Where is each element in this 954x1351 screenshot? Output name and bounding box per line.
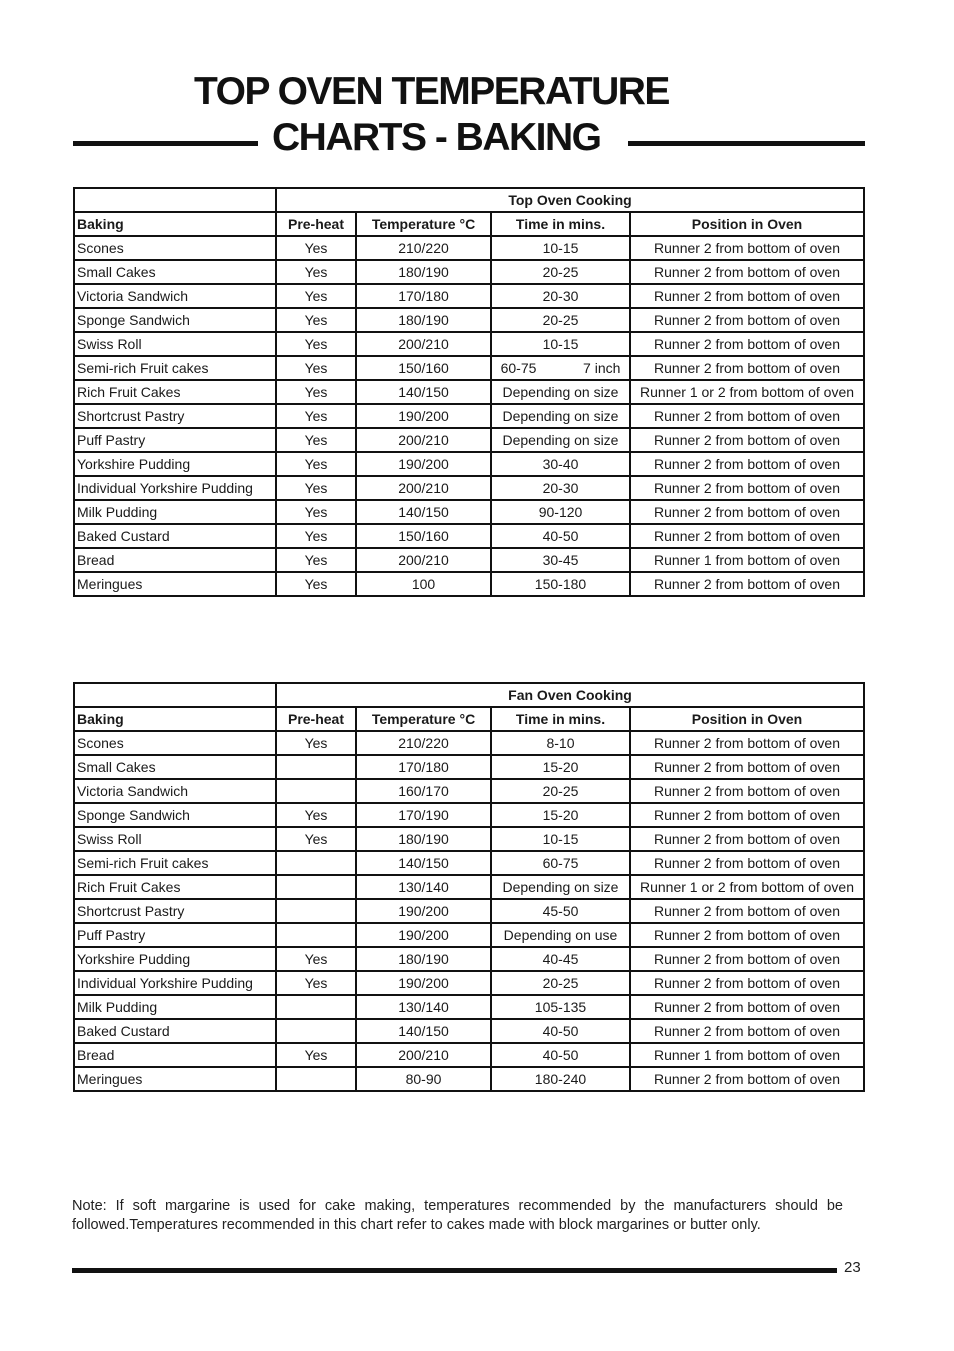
temperature-cell: 130/140: [356, 875, 491, 899]
temperature-cell: 130/140: [356, 995, 491, 1019]
item-name: Sponge Sandwich: [74, 308, 276, 332]
temperature-cell: 80-90: [356, 1067, 491, 1091]
time-cell: Depending on size: [491, 404, 630, 428]
preheat-cell: Yes: [276, 284, 356, 308]
time-cell: 10-15: [491, 236, 630, 260]
preheat-cell: Yes: [276, 524, 356, 548]
footer-rule: [72, 1268, 837, 1273]
position-cell: Runner 2 from bottom of oven: [630, 404, 864, 428]
time-cell: 40-50: [491, 524, 630, 548]
preheat-cell: [276, 779, 356, 803]
temperature-cell: 150/160: [356, 524, 491, 548]
preheat-cell: Yes: [276, 572, 356, 596]
position-cell: Runner 2 from bottom of oven: [630, 284, 864, 308]
empty-header-cell: [74, 188, 276, 212]
temperature-cell: 140/150: [356, 851, 491, 875]
time-cell: 45-50: [491, 899, 630, 923]
position-cell: Runner 2 from bottom of oven: [630, 1019, 864, 1043]
position-cell: Runner 2 from bottom of oven: [630, 500, 864, 524]
table-row: [74, 731, 864, 755]
col-header-temperature: Temperature °C: [356, 212, 491, 236]
item-name: Milk Pudding: [74, 500, 276, 524]
temperature-cell: 180/190: [356, 827, 491, 851]
temperature-cell: 200/210: [356, 476, 491, 500]
position-cell: Runner 1 or 2 from bottom of oven: [630, 380, 864, 404]
time-cell: 60-75 7 inch: [491, 356, 630, 380]
fan-oven-heading: Fan Oven Cooking: [276, 683, 864, 707]
preheat-cell: Yes: [276, 731, 356, 755]
table-row: [74, 779, 864, 803]
table-row: [74, 332, 864, 356]
time-cell: 15-20: [491, 755, 630, 779]
col-header-position: Position in Oven: [630, 707, 864, 731]
table-row: [74, 356, 864, 380]
title-rule-left: [73, 141, 258, 146]
table-row: [74, 803, 864, 827]
temperature-cell: 200/210: [356, 332, 491, 356]
preheat-cell: Yes: [276, 236, 356, 260]
position-cell: Runner 1 from bottom of oven: [630, 1043, 864, 1067]
item-name: Yorkshire Pudding: [74, 947, 276, 971]
position-cell: Runner 2 from bottom of oven: [630, 755, 864, 779]
preheat-cell: [276, 755, 356, 779]
table-row: [74, 851, 864, 875]
time-cell: 15-20: [491, 803, 630, 827]
item-name: Bread: [74, 548, 276, 572]
preheat-cell: Yes: [276, 1043, 356, 1067]
table-row: [74, 308, 864, 332]
table-row: [74, 1067, 864, 1091]
preheat-cell: Yes: [276, 428, 356, 452]
position-cell: Runner 2 from bottom of oven: [630, 524, 864, 548]
table-row: [74, 260, 864, 284]
item-name: Bread: [74, 1043, 276, 1067]
col-header-temperature: Temperature °C: [356, 707, 491, 731]
col-header-baking: Baking: [74, 212, 276, 236]
item-name: Victoria Sandwich: [74, 779, 276, 803]
position-cell: Runner 2 from bottom of oven: [630, 452, 864, 476]
temperature-cell: 200/210: [356, 428, 491, 452]
col-header-time: Time in mins.: [491, 212, 630, 236]
table-row: [74, 1019, 864, 1043]
preheat-cell: Yes: [276, 356, 356, 380]
table-row: [74, 236, 864, 260]
empty-header-cell: [74, 683, 276, 707]
page-title-line-1: TOP OVEN TEMPERATURE: [194, 70, 669, 113]
time-cell: 20-30: [491, 284, 630, 308]
time-cell: 105-135: [491, 995, 630, 1019]
item-name: Victoria Sandwich: [74, 284, 276, 308]
table-row: [74, 971, 864, 995]
preheat-cell: Yes: [276, 380, 356, 404]
table-row: [74, 476, 864, 500]
time-cell: 20-25: [491, 779, 630, 803]
temperature-cell: 190/200: [356, 899, 491, 923]
position-cell: Runner 2 from bottom of oven: [630, 1067, 864, 1091]
time-cell: 30-40: [491, 452, 630, 476]
position-cell: Runner 2 from bottom of oven: [630, 260, 864, 284]
item-name: Rich Fruit Cakes: [74, 380, 276, 404]
table-row: [74, 899, 864, 923]
item-name: Rich Fruit Cakes: [74, 875, 276, 899]
time-cell: 20-25: [491, 971, 630, 995]
table-row: [74, 755, 864, 779]
item-name: Individual Yorkshire Pudding: [74, 476, 276, 500]
table-row: [74, 524, 864, 548]
preheat-cell: [276, 851, 356, 875]
temperature-cell: 170/180: [356, 755, 491, 779]
position-cell: Runner 2 from bottom of oven: [630, 572, 864, 596]
time-cell: 180-240: [491, 1067, 630, 1091]
position-cell: Runner 2 from bottom of oven: [630, 827, 864, 851]
time-cell: Depending on size: [491, 428, 630, 452]
page-number: 23: [844, 1259, 861, 1276]
col-header-position: Position in Oven: [630, 212, 864, 236]
time-cell: 90-120: [491, 500, 630, 524]
position-cell: Runner 2 from bottom of oven: [630, 947, 864, 971]
temperature-cell: 200/210: [356, 548, 491, 572]
page-title-line-2: CHARTS - BAKING: [272, 116, 601, 159]
item-name: Small Cakes: [74, 260, 276, 284]
top-oven-heading: Top Oven Cooking: [276, 188, 864, 212]
preheat-cell: Yes: [276, 260, 356, 284]
position-cell: Runner 2 from bottom of oven: [630, 731, 864, 755]
temperature-cell: 140/150: [356, 1019, 491, 1043]
preheat-cell: [276, 1019, 356, 1043]
table-row: [74, 923, 864, 947]
temperature-cell: 210/220: [356, 236, 491, 260]
preheat-cell: Yes: [276, 476, 356, 500]
item-name: Small Cakes: [74, 755, 276, 779]
preheat-cell: Yes: [276, 803, 356, 827]
time-cell: Depending on size: [491, 875, 630, 899]
temperature-cell: 190/200: [356, 404, 491, 428]
preheat-cell: [276, 923, 356, 947]
temperature-cell: 170/180: [356, 284, 491, 308]
item-name: Individual Yorkshire Pudding: [74, 971, 276, 995]
temperature-cell: 160/170: [356, 779, 491, 803]
time-cell: 40-50: [491, 1019, 630, 1043]
position-cell: Runner 2 from bottom of oven: [630, 803, 864, 827]
item-name: Scones: [74, 731, 276, 755]
time-cell: Depending on use: [491, 923, 630, 947]
time-cell: 40-50: [491, 1043, 630, 1067]
position-cell: Runner 2 from bottom of oven: [630, 779, 864, 803]
temperature-cell: 180/190: [356, 308, 491, 332]
position-cell: Runner 1 from bottom of oven: [630, 548, 864, 572]
preheat-cell: Yes: [276, 308, 356, 332]
item-name: Swiss Roll: [74, 827, 276, 851]
preheat-cell: Yes: [276, 332, 356, 356]
item-name: Sponge Sandwich: [74, 803, 276, 827]
temperature-cell: 170/190: [356, 803, 491, 827]
item-name: Swiss Roll: [74, 332, 276, 356]
temperature-cell: 190/200: [356, 452, 491, 476]
col-header-preheat: Pre-heat: [276, 707, 356, 731]
table-row: [74, 1043, 864, 1067]
time-cell: 20-30: [491, 476, 630, 500]
preheat-cell: [276, 995, 356, 1019]
table-row: [74, 827, 864, 851]
position-cell: Runner 2 from bottom of oven: [630, 899, 864, 923]
time-cell: Depending on size: [491, 380, 630, 404]
table-row: [74, 428, 864, 452]
preheat-cell: [276, 899, 356, 923]
temperature-cell: 200/210: [356, 1043, 491, 1067]
time-cell: 20-25: [491, 260, 630, 284]
temperature-cell: 140/150: [356, 380, 491, 404]
table-row: [74, 500, 864, 524]
table-row: [74, 947, 864, 971]
preheat-cell: Yes: [276, 971, 356, 995]
item-name: Puff Pastry: [74, 428, 276, 452]
time-cell: 8-10: [491, 731, 630, 755]
preheat-cell: Yes: [276, 548, 356, 572]
item-name: Puff Pastry: [74, 923, 276, 947]
table-row: [74, 452, 864, 476]
temperature-cell: 140/150: [356, 500, 491, 524]
table-row: [74, 548, 864, 572]
preheat-cell: Yes: [276, 404, 356, 428]
temperature-cell: 150/160: [356, 356, 491, 380]
col-header-time: Time in mins.: [491, 707, 630, 731]
preheat-cell: Yes: [276, 452, 356, 476]
time-cell: 10-15: [491, 827, 630, 851]
temperature-cell: 210/220: [356, 731, 491, 755]
position-cell: Runner 2 from bottom of oven: [630, 308, 864, 332]
position-cell: Runner 2 from bottom of oven: [630, 923, 864, 947]
temperature-cell: 180/190: [356, 947, 491, 971]
table-row: [74, 995, 864, 1019]
title-rule-right: [628, 141, 865, 146]
time-cell: 30-45: [491, 548, 630, 572]
preheat-cell: Yes: [276, 947, 356, 971]
time-cell: 60-75: [491, 851, 630, 875]
position-cell: Runner 2 from bottom of oven: [630, 971, 864, 995]
item-name: Shortcrust Pastry: [74, 899, 276, 923]
preheat-cell: Yes: [276, 500, 356, 524]
position-cell: Runner 2 from bottom of oven: [630, 995, 864, 1019]
item-name: Meringues: [74, 572, 276, 596]
position-cell: Runner 2 from bottom of oven: [630, 236, 864, 260]
col-header-baking: Baking: [74, 707, 276, 731]
preheat-cell: [276, 875, 356, 899]
item-name: Semi-rich Fruit cakes: [74, 356, 276, 380]
col-header-preheat: Pre-heat: [276, 212, 356, 236]
temperature-cell: 100: [356, 572, 491, 596]
item-name: Meringues: [74, 1067, 276, 1091]
position-cell: Runner 2 from bottom of oven: [630, 332, 864, 356]
table-row: [74, 875, 864, 899]
item-name: Baked Custard: [74, 1019, 276, 1043]
item-name: Yorkshire Pudding: [74, 452, 276, 476]
item-name: Semi-rich Fruit cakes: [74, 851, 276, 875]
position-cell: Runner 1 or 2 from bottom of oven: [630, 875, 864, 899]
item-name: Shortcrust Pastry: [74, 404, 276, 428]
top-oven-table: [73, 187, 865, 597]
table-row: [74, 572, 864, 596]
time-cell: 40-45: [491, 947, 630, 971]
temperature-cell: 190/200: [356, 971, 491, 995]
time-cell: 20-25: [491, 308, 630, 332]
position-cell: Runner 2 from bottom of oven: [630, 356, 864, 380]
table-row: [74, 284, 864, 308]
item-name: Scones: [74, 236, 276, 260]
table-row: [74, 404, 864, 428]
preheat-cell: Yes: [276, 827, 356, 851]
preheat-cell: [276, 1067, 356, 1091]
position-cell: Runner 2 from bottom of oven: [630, 428, 864, 452]
footnote: Note: If soft margarine is used for cake making, temperatures recommended by the manufacturers should be followed.Temperatures recommended in this chart refer to cakes made with block margarines or butter only.: [72, 1198, 843, 1233]
temperature-cell: 190/200: [356, 923, 491, 947]
temperature-cell: 180/190: [356, 260, 491, 284]
time-cell: 150-180: [491, 572, 630, 596]
table-row: [74, 380, 864, 404]
item-name: Milk Pudding: [74, 995, 276, 1019]
fan-oven-table: [73, 682, 865, 1092]
position-cell: Runner 2 from bottom of oven: [630, 851, 864, 875]
time-cell: 10-15: [491, 332, 630, 356]
position-cell: Runner 2 from bottom of oven: [630, 476, 864, 500]
item-name: Baked Custard: [74, 524, 276, 548]
